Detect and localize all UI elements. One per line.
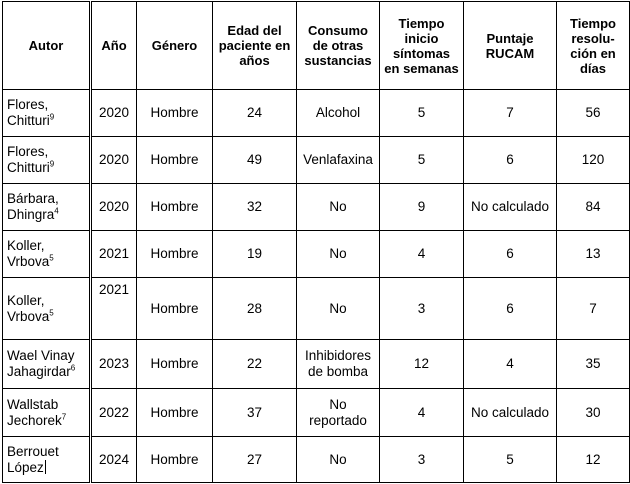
- onset-cell: 12: [380, 340, 464, 389]
- rucam-cell: 6: [464, 278, 557, 340]
- rucam-cell: 6: [464, 231, 557, 278]
- table-row: [3, 437, 630, 483]
- reference-number: 7: [61, 412, 67, 421]
- table-row: [3, 389, 630, 437]
- rucam-cell: 4: [464, 340, 557, 389]
- reference-number: 5: [49, 308, 54, 317]
- gender-cell: Hombre: [137, 340, 213, 389]
- age-cell: 24: [213, 90, 297, 137]
- year-cell: 2021: [91, 278, 137, 340]
- table-row: [3, 340, 630, 389]
- col-header-consumo: Consumo de otras sustancias: [297, 2, 380, 90]
- onset-cell: 4: [380, 389, 464, 437]
- author-cell: [3, 231, 91, 278]
- author-cell: [3, 437, 91, 483]
- substances-cell: No: [297, 278, 380, 340]
- reference-number: 6: [70, 363, 76, 373]
- year-cell: 2020: [91, 184, 137, 231]
- gender-cell: Hombre: [137, 278, 213, 340]
- substances-cell: No: [297, 184, 380, 231]
- author-name: Flores, Chitturi: [7, 144, 50, 175]
- author-name: Koller, Vrbova: [7, 238, 50, 269]
- onset-cell: 4: [380, 231, 464, 278]
- author-name: Flores, Chitturi: [7, 97, 50, 128]
- reference-number: 5: [49, 253, 54, 263]
- gender-cell: Hombre: [137, 90, 213, 137]
- resolution-cell: 13: [557, 231, 630, 278]
- author-name: Wael Vinay Jahagirdar: [7, 348, 75, 379]
- year-cell: 2021: [91, 231, 137, 278]
- author-cell: [3, 90, 91, 137]
- resolution-cell: 35: [557, 340, 630, 389]
- year-cell: 2023: [91, 340, 137, 389]
- table-row: [3, 231, 630, 278]
- table-row: [3, 184, 630, 231]
- age-cell: 37: [213, 389, 297, 437]
- onset-cell: 9: [380, 184, 464, 231]
- rucam-cell: 6: [464, 137, 557, 184]
- gender-cell: Hombre: [137, 437, 213, 483]
- age-cell: 28: [213, 278, 297, 340]
- age-cell: 32: [213, 184, 297, 231]
- onset-cell: 3: [380, 278, 464, 340]
- gender-cell: Hombre: [137, 231, 213, 278]
- author-cell: [3, 389, 91, 437]
- age-cell: 22: [213, 340, 297, 389]
- rucam-cell: 7: [464, 90, 557, 137]
- table-row: [3, 90, 630, 137]
- rucam-cell: 5: [464, 437, 557, 483]
- age-cell: 49: [213, 137, 297, 184]
- age-cell: 27: [213, 437, 297, 483]
- col-header-tiempo-inicio: Tiempo inicio síntomas en semanas: [380, 2, 464, 90]
- rucam-cell: No calculado: [464, 184, 557, 231]
- gender-cell: Hombre: [137, 184, 213, 231]
- author-name: Berrouet López: [7, 443, 59, 475]
- onset-cell: 5: [380, 137, 464, 184]
- author-name: Wallstab Jechorek: [7, 396, 62, 428]
- substances-cell: No: [297, 231, 380, 278]
- substances-cell: No: [297, 437, 380, 483]
- year-cell: 2020: [91, 137, 137, 184]
- author-cell: [3, 340, 91, 389]
- year-cell: 2020: [91, 90, 137, 137]
- rucam-cell: No calculado: [464, 389, 557, 437]
- col-header-ano: Año: [91, 2, 137, 90]
- age-cell: 19: [213, 231, 297, 278]
- substances-cell: Inhibidores de bomba: [297, 340, 380, 389]
- col-header-rucam: Puntaje RUCAM: [464, 2, 557, 90]
- author-cell: [3, 137, 91, 184]
- col-header-edad: Edad del paciente en años: [213, 2, 297, 90]
- substances-cell: No reportado: [297, 389, 380, 437]
- table-row: [3, 137, 630, 184]
- gender-cell: Hombre: [137, 137, 213, 184]
- resolution-cell: 12: [557, 437, 630, 483]
- gender-cell: Hombre: [137, 389, 213, 437]
- onset-cell: 3: [380, 437, 464, 483]
- reference-number: 4: [54, 206, 59, 216]
- col-header-genero: Género: [137, 2, 213, 90]
- header-row: [3, 2, 630, 90]
- col-header-tiempo-resolucion: Tiempo resolu- ción en días: [557, 2, 630, 90]
- substances-cell: Venlafaxina: [297, 137, 380, 184]
- author-cell: [3, 278, 91, 340]
- resolution-cell: 7: [557, 278, 630, 340]
- year-cell: 2022: [91, 389, 137, 437]
- resolution-cell: 84: [557, 184, 630, 231]
- resolution-cell: 30: [557, 389, 630, 437]
- author-name: Koller, Vrbova: [7, 292, 50, 324]
- resolution-cell: 120: [557, 137, 630, 184]
- year-cell: 2024: [91, 437, 137, 483]
- text-cursor: [45, 460, 46, 474]
- author-cell: [3, 184, 91, 231]
- col-header-autor: Autor: [3, 2, 91, 90]
- table-row: [3, 278, 630, 340]
- author-name: Bárbara, Dhingra: [7, 191, 59, 222]
- reference-number: 9: [49, 159, 55, 169]
- resolution-cell: 56: [557, 90, 630, 137]
- onset-cell: 5: [380, 90, 464, 137]
- data-table: [2, 1, 630, 483]
- reference-number: 9: [49, 112, 55, 122]
- substances-cell: Alcohol: [297, 90, 380, 137]
